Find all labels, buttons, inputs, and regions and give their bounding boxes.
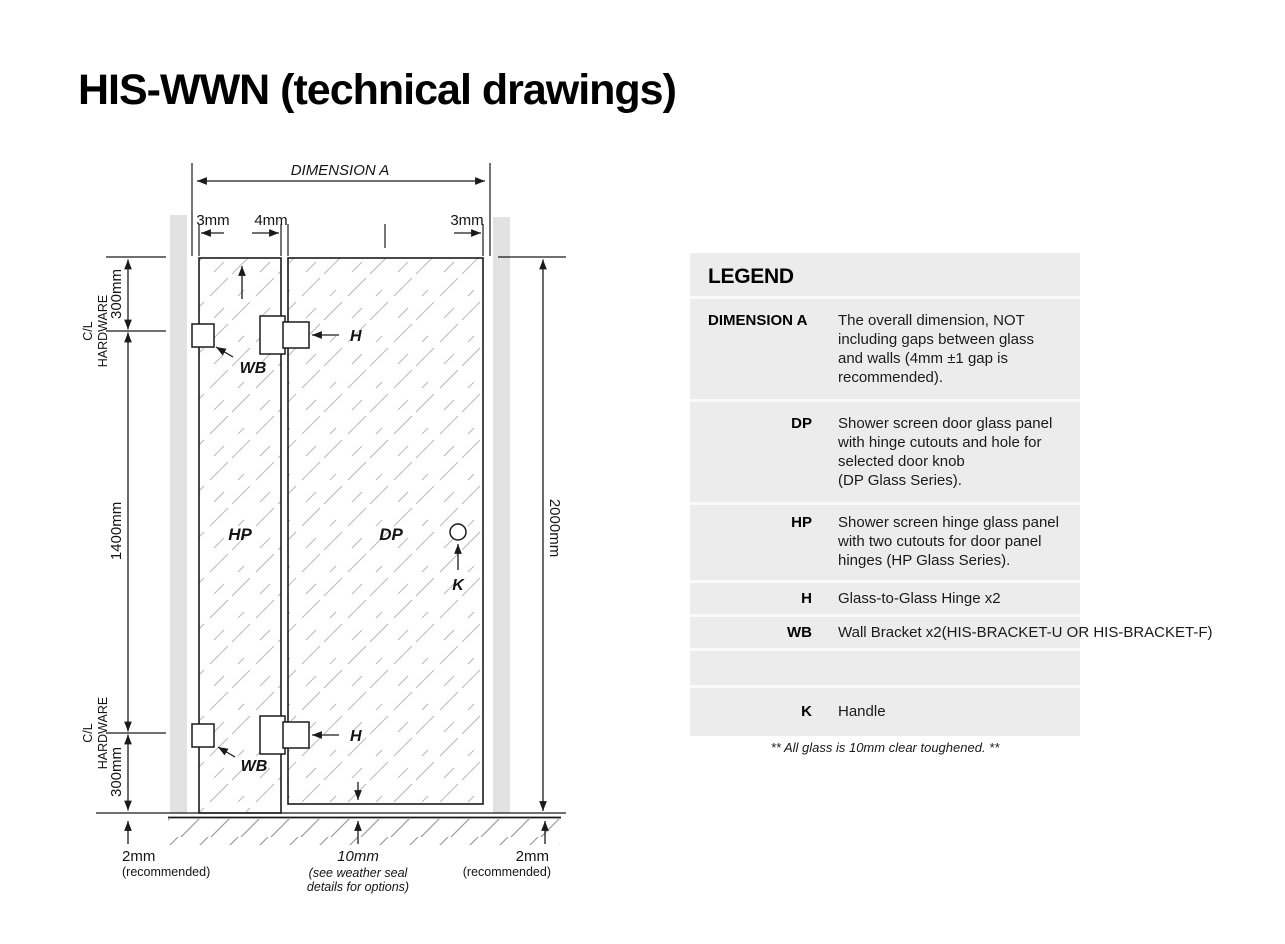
right-dim-label: 2000mm — [546, 498, 563, 558]
bottom-left-gap-value: 2mm — [122, 848, 156, 865]
handle-label: K — [452, 577, 464, 594]
dimension-a-label: DIMENSION A — [290, 162, 390, 179]
wall-bracket-bottom-label: WB — [240, 758, 268, 775]
hinge-bottom-label: H — [350, 728, 362, 745]
centerline-top-label-2: HARDWARE — [96, 294, 110, 368]
centerline-bottom-label-2: HARDWARE — [96, 696, 110, 770]
wall-bracket-bottom — [192, 724, 214, 747]
legend-term: DIMENSION A — [708, 312, 808, 329]
bottom-middle-gap-value: 10mm — [337, 848, 379, 865]
panel-hp-label: HP — [228, 525, 252, 544]
centerline-bottom-label-1: C/L — [81, 723, 95, 743]
legend-footnote: ** All glass is 10mm clear toughened. ** — [770, 740, 1000, 755]
gap-middle-label: 4mm — [254, 212, 288, 229]
bottom-right-gap-note: (recommended) — [462, 865, 551, 879]
legend-row-dp — [690, 399, 1080, 502]
hinge-top — [260, 316, 309, 354]
legend-row-h — [690, 580, 1080, 614]
legend-term: WB — [787, 624, 812, 641]
legend-term: K — [801, 703, 812, 720]
legend-title: LEGEND — [708, 265, 794, 288]
legend-desc: Wall Bracket x2(HIS-BRACKET-U OR HIS-BRACKET-F) — [838, 624, 1213, 641]
floor-line — [96, 813, 566, 818]
legend-row-hp — [690, 502, 1080, 580]
bottom-middle-gap-note-2: details for options) — [306, 880, 410, 894]
legend-panel — [690, 253, 1213, 736]
wall-bracket-top — [192, 324, 214, 347]
legend-row-k — [690, 685, 1080, 736]
left-dim-middle-label: 1400mm — [108, 501, 125, 561]
wall-right — [493, 217, 510, 813]
door-knob — [450, 524, 466, 540]
legend-term: H — [801, 590, 812, 607]
gap-stub-lines — [199, 224, 483, 256]
wall-bracket-top-label: WB — [239, 360, 267, 377]
gap-right-label: 3mm — [450, 212, 484, 229]
bottom-left-gap-note: (recommended) — [122, 865, 211, 879]
panel-dp-label: DP — [379, 525, 403, 544]
floor-hatch — [168, 819, 560, 845]
legend-desc: Shower screen hinge glass panel with two cutouts for door panel hinges (HP Glass Series). — [838, 514, 1059, 569]
legend-desc: Shower screen door glass panel with hinge cutouts and hole for selected door knob (DP Glass Series). — [838, 415, 1053, 489]
legend-row-spacer — [690, 648, 1080, 685]
legend-row-dimension-a — [690, 296, 1080, 399]
wall-left — [170, 215, 187, 813]
legend-row-wb — [690, 614, 1213, 648]
bottom-middle-gap-note-1: (see weather seal — [308, 866, 408, 880]
left-dim-bottom-label: 300mm — [108, 746, 125, 798]
left-dim-top-label: 300mm — [108, 268, 125, 320]
page-title: HIS-WWN (technical drawings) — [78, 66, 676, 114]
legend-desc: The overall dimension, NOT including gaps between glass and walls (4mm ±1 gap is recommended). — [838, 312, 1034, 386]
legend-desc: Handle — [838, 703, 886, 720]
bottom-right-gap-value: 2mm — [515, 848, 549, 865]
legend-desc: Glass-to-Glass Hinge x2 — [838, 590, 1001, 607]
legend-term: DP — [791, 415, 812, 432]
hinge-top-label: H — [350, 328, 362, 345]
gap-left-label: 3mm — [196, 212, 230, 229]
left-dim-ticks — [106, 257, 166, 733]
legend-term: HP — [791, 514, 812, 531]
hinge-bottom — [260, 716, 309, 754]
centerline-top-label-1: C/L — [81, 321, 95, 341]
